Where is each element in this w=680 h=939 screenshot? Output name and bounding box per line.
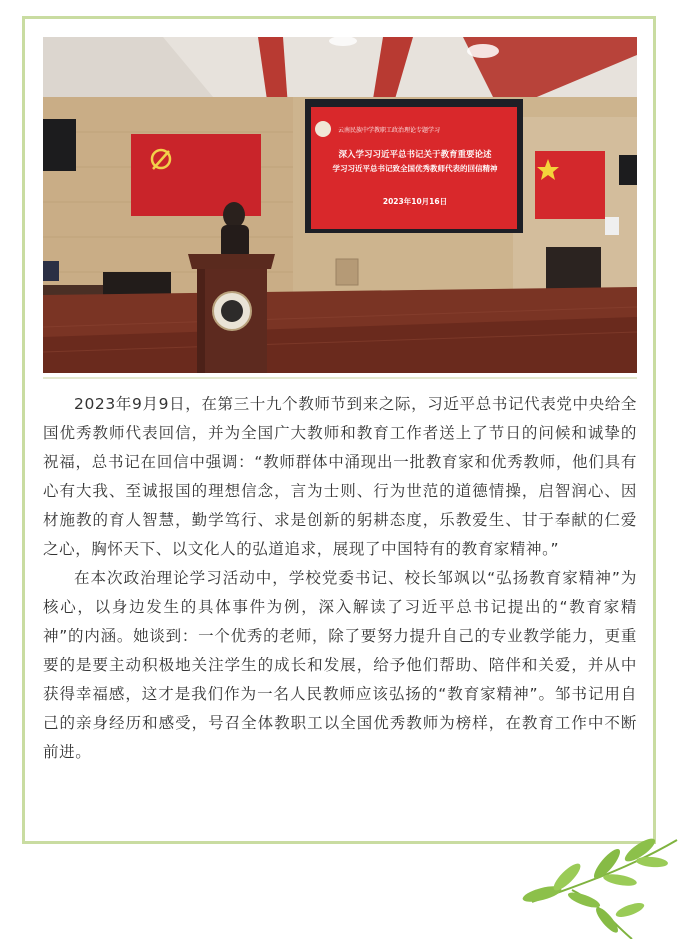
article-paragraph-2: 在本次政治理论学习活动中，学校党委书记、校长邹飒以“弘扬教育家精神”为核心，以身边发生的具体事件为例，深入解读了习近平总书记提出的“教育家精神”的内涵。她谈到：一个优秀的老师，除了要努力提升自己的专业教学能力，更重要的是要主动积极地关注学生的成长和发展，给予他们帮助、陪伴和关爱，并从中获得幸福感，这才是我们作为一名人民教师应该弘扬的“教育家精神”。邹书记用自己的亲身经历和感受，号召全体教职工以全国优秀教师为榜样，在教育工作中不断前进。: [43, 569, 637, 761]
screen-header-text: 云南民族中学教职工政治理论专题学习: [338, 127, 441, 134]
screen-title-line2: 学习习近平总书记致全国优秀教师代表的回信精神: [332, 164, 498, 173]
meeting-photo: [43, 37, 637, 373]
party-flag-image: [131, 134, 261, 216]
screen-date-text: 2023年10月16日: [382, 197, 448, 206]
national-flag-image: [535, 151, 605, 219]
leaf-branch-icon: [512, 832, 680, 939]
screen-title-line1: 深入学习习近平总书记关于教育重要论述: [338, 150, 492, 160]
photo-divider: [43, 377, 637, 379]
article-paragraph-1: 2023年9月9日，在第三十九个教师节到来之际，习近平总书记代表党中央给全国优秀教师代表回信，并为全国广大教师和教育工作者送上了节日的问候和诚挚的祝福，总书记在回信中强调：“教师群体中涌现出一批教育家和优秀教师，他们具有心有大我、至诚报国的理想信念，言为士则、行为世范的道德情操，启智润心、因材施教的育人智慧，勤学笃行、求是创新的躬耕态度，乐教爱生、甘于奉献的仁爱之心，胸怀天下、以文化人的弘道追求，展现了中国特有的教育家精神。”: [43, 395, 637, 558]
article-body: [43, 390, 637, 767]
